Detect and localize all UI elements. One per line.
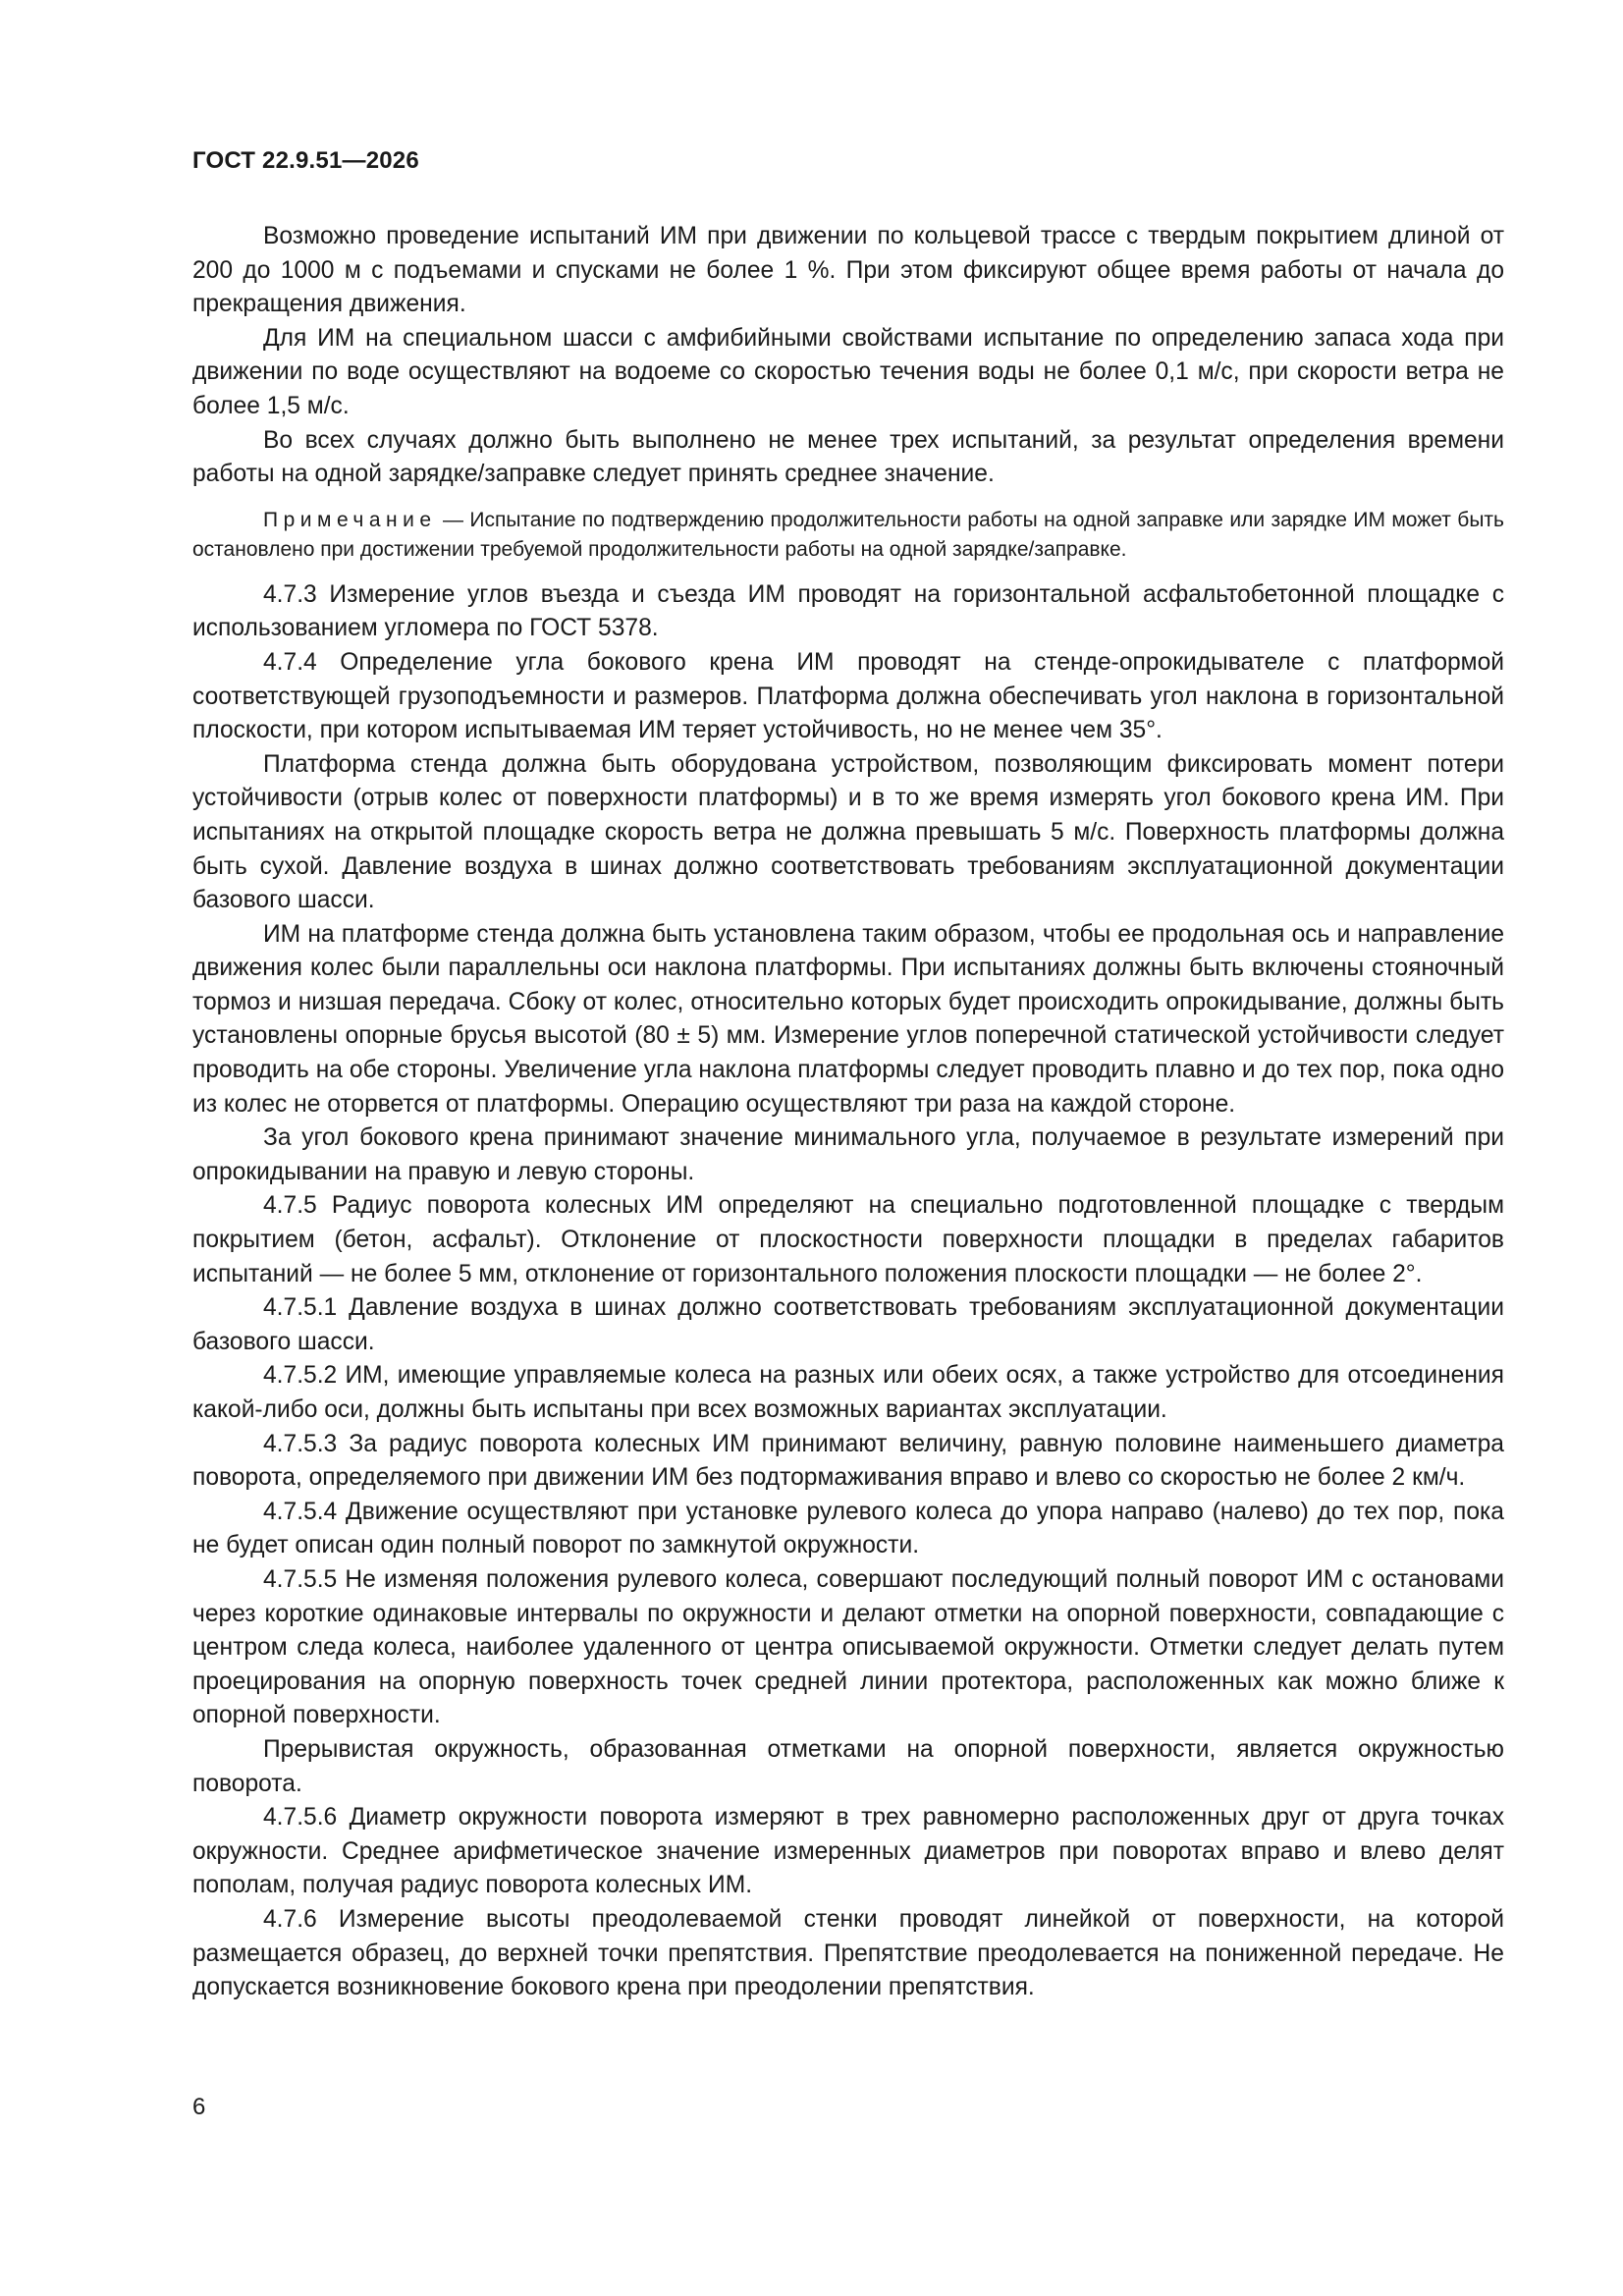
paragraph: 4.7.5 Радиус поворота колесных ИМ определяют на специально подготовленной площадке с твердым покрытием (бетон, асфальт). Отклонение от плоскостности поверхности площадки в пределах габаритов испытаний — не более 5 мм, отклонение от горизонтального положения плоскости площадки — не более 2°. — [192, 1192, 1504, 1287]
paragraph: 4.7.4 Определение угла бокового крена ИМ проводят на стенде-опрокидывателе с платформой соответствующей грузоподъемности и размеров. Платформа должна обеспечивать угол наклона в горизонтальной плоскости, при котором испытываемая ИМ теряет устойчивость, но не менее чем 35°. — [192, 648, 1504, 744]
paragraph: 4.7.5.4 Движение осуществляют при установке рулевого колеса до упора направо (налево) до тех пор, пока не будет описан один полный поворот по замкнутой окружности. — [192, 1498, 1504, 1559]
paragraph: 4.7.5.5 Не изменяя положения рулевого колеса, совершают последующий полный поворот ИМ с остановами через короткие одинаковые интервалы по окружности и делают отметки на опорной поверхности, совпадающие с центром следа колеса, наиболее удаленного от центра описываемой окружности. Отметки следует делать путем проецирования на опорную поверхность точек средней линии протектора, расположенных как можно ближе к опорной поверхности. — [192, 1565, 1504, 1729]
paragraph: Возможно проведение испытаний ИМ при движении по кольцевой трассе с твердым покрытием длиной от 200 до 1000 м с подъемами и спусками не более 1 %. При этом фиксируют общее время работы от начала до прекращения движения. — [192, 223, 1504, 318]
paragraph: 4.7.5.2 ИМ, имеющие управляемые колеса на разных или обеих осях, а также устройство для отсоединения какой-либо оси, должны быть испытаны при всех возможных вариантах эксплуатации. — [192, 1362, 1504, 1423]
page-number: 6 — [192, 2094, 206, 2120]
paragraph: Во всех случаях должно быть выполнено не менее трех испытаний, за результат определения времени работы на одной зарядке/заправке следует принять среднее значение. — [192, 426, 1504, 488]
paragraph: 4.7.5.6 Диаметр окружности поворота измеряют в трех равномерно расположенных друг от друга точках окружности. Среднее арифметическое значение измеренных диаметров при поворотах вправо и влево делят пополам, получая радиус поворота колесных ИМ. — [192, 1804, 1504, 1899]
document-body — [192, 220, 1504, 2005]
paragraph: 4.7.3 Измерение углов въезда и съезда ИМ проводят на горизонтальной асфальтобетонной площадке с использованием угломера по ГОСТ 5378. — [192, 580, 1504, 642]
paragraph: 4.7.5.1 Давление воздуха в шинах должно соответствовать требованиям эксплуатационной документации базового шасси. — [192, 1294, 1504, 1355]
note-text: — Испытание по подтверждению продолжительности работы на одной заправке или зарядке ИМ может быть остановлено при достижении требуемой продолжительности работы на одной зарядке/заправке. — [192, 508, 1504, 561]
note-label: Примечание — [263, 508, 437, 531]
paragraph: 4.7.6 Измерение высоты преодолеваемой стенки проводят линейкой от поверхности, на которой размещается образец, до верхней точки препятствия. Препятствие преодолевается на пониженной передаче. Не допускается возникновение бокового крена при преодолении препятствия. — [192, 1905, 1504, 2001]
paragraph: Для ИМ на специальном шасси с амфибийными свойствами испытание по определению запаса хода при движении по воде осуществляют на водоеме со скоростью течения воды не более 0,1 м/с, при скорости ветра не более 1,5 м/с. — [192, 324, 1504, 419]
paragraph: Прерывистая окружность, образованная отметками на опорной поверхности, является окружностью поворота. — [192, 1735, 1504, 1797]
paragraph: 4.7.5.3 За радиус поворота колесных ИМ принимают величину, равную половине наименьшего диаметра поворота, определяемого при движении ИМ без подтормаживания вправо и влево со скоростью не более 2 км/ч. — [192, 1430, 1504, 1492]
paragraph: За угол бокового крена принимают значение минимального угла, получаемое в результате измерений при опрокидывании на правую и левую стороны. — [192, 1124, 1504, 1185]
paragraph: ИМ на платформе стенда должна быть установлена таким образом, чтобы ее продольная ось и направление движения колес были параллельны оси наклона платформы. При испытаниях должны быть включены стояночный тормоз и низшая передача. Сбоку от колес, относительно которых будет происходить опрокидывание, должны быть установлены опорные брусья высотой (80 ± 5) мм. Измерение углов поперечной статической устойчивости следует проводить на обе стороны. Увеличение угла наклона платформы следует проводить плавно и до тех пор, пока одно из колес не оторвется от платформы. Операцию осуществляют три раза на каждой стороне. — [192, 920, 1504, 1118]
document-header: ГОСТ 22.9.51—2026 — [192, 147, 419, 174]
paragraph: Платформа стенда должна быть оборудована устройством, позволяющим фиксировать момент потери устойчивости (отрыв колес от поверхности платформы) и в то же время измерять угол бокового крена ИМ. При испытаниях на открытой площадке скорость ветра не должна превышать 5 м/с. Поверхность платформы должна быть сухой. Давление воздуха в шинах должно соответствовать требованиям эксплуатационной документации базового шасси. — [192, 750, 1504, 914]
note — [192, 506, 1504, 565]
